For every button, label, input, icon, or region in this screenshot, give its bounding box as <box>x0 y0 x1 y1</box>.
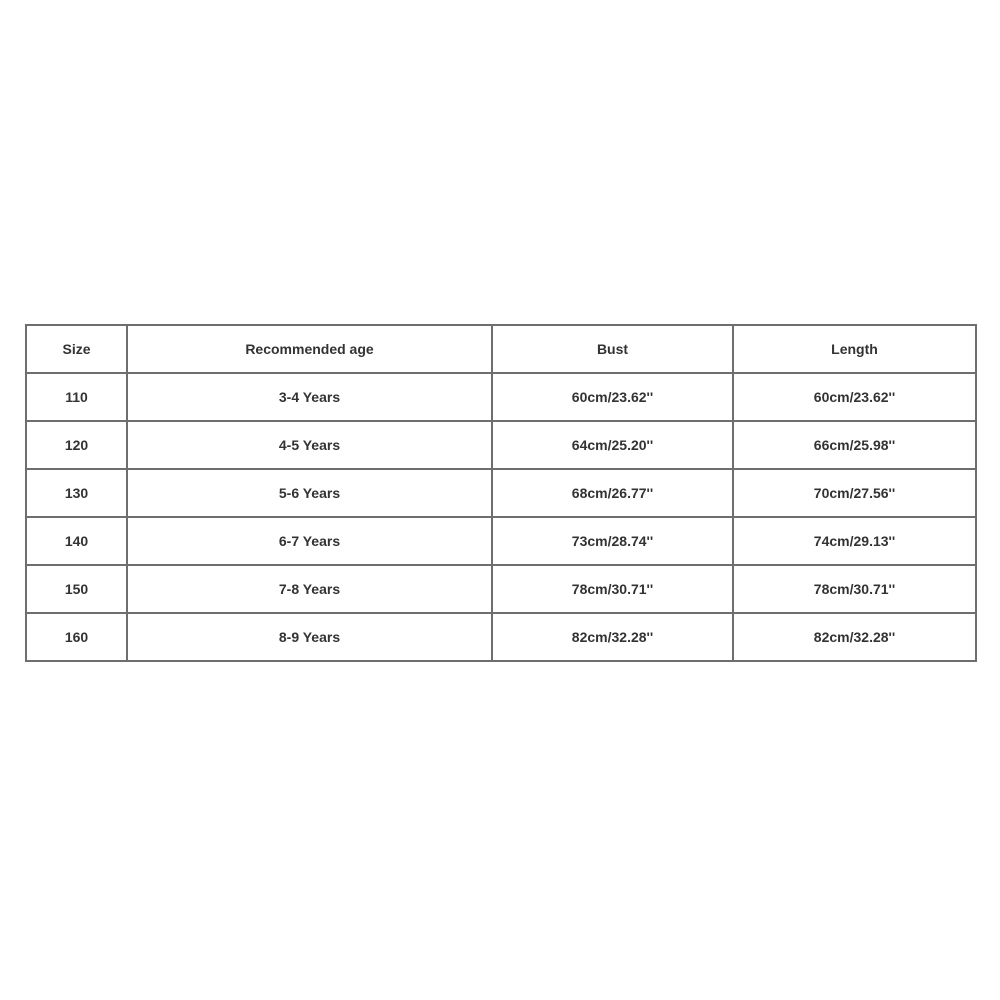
cell-bust: 60cm/23.62'' <box>492 373 733 421</box>
size-chart-table <box>25 324 977 662</box>
cell-length: 70cm/27.56'' <box>733 469 976 517</box>
cell-recommended-age: 7-8 Years <box>127 565 492 613</box>
cell-bust: 73cm/28.74'' <box>492 517 733 565</box>
cell-size: 120 <box>26 421 127 469</box>
header-row <box>26 325 976 373</box>
header-recommended-age: Recommended age <box>127 325 492 373</box>
cell-bust: 64cm/25.20'' <box>492 421 733 469</box>
header-length: Length <box>733 325 976 373</box>
cell-bust: 78cm/30.71'' <box>492 565 733 613</box>
table-row <box>26 421 976 469</box>
table-row <box>26 565 976 613</box>
cell-length: 60cm/23.62'' <box>733 373 976 421</box>
table-body <box>26 373 976 661</box>
cell-size: 110 <box>26 373 127 421</box>
cell-length: 82cm/32.28'' <box>733 613 976 661</box>
cell-length: 74cm/29.13'' <box>733 517 976 565</box>
header-size: Size <box>26 325 127 373</box>
cell-recommended-age: 6-7 Years <box>127 517 492 565</box>
cell-size: 140 <box>26 517 127 565</box>
table-row <box>26 613 976 661</box>
cell-recommended-age: 4-5 Years <box>127 421 492 469</box>
cell-size: 160 <box>26 613 127 661</box>
cell-size: 130 <box>26 469 127 517</box>
header-bust: Bust <box>492 325 733 373</box>
cell-length: 78cm/30.71'' <box>733 565 976 613</box>
cell-recommended-age: 8-9 Years <box>127 613 492 661</box>
cell-recommended-age: 3-4 Years <box>127 373 492 421</box>
table-row <box>26 373 976 421</box>
cell-length: 66cm/25.98'' <box>733 421 976 469</box>
cell-size: 150 <box>26 565 127 613</box>
cell-recommended-age: 5-6 Years <box>127 469 492 517</box>
table-row <box>26 469 976 517</box>
cell-bust: 82cm/32.28'' <box>492 613 733 661</box>
cell-bust: 68cm/26.77'' <box>492 469 733 517</box>
table-header <box>26 325 976 373</box>
table-row <box>26 517 976 565</box>
